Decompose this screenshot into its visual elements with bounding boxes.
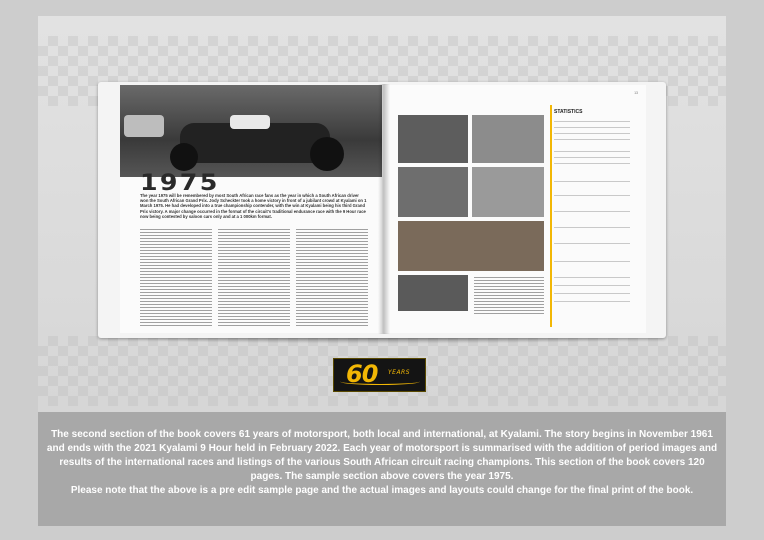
background-car-shape <box>124 115 164 137</box>
race-photo <box>398 275 468 311</box>
sixty-years-logo <box>333 358 426 392</box>
wheel-shape <box>170 143 198 171</box>
logo-word: YEARS <box>388 369 411 376</box>
stat-row <box>554 157 630 158</box>
body-text-column <box>218 227 290 327</box>
stat-row <box>554 133 630 134</box>
year-heading: 1975 <box>140 171 220 196</box>
caption-text <box>46 428 718 498</box>
stat-row <box>554 181 630 182</box>
formula-car-shape <box>180 123 330 163</box>
race-photo <box>398 115 468 163</box>
book-spine-shadow <box>378 84 390 334</box>
race-photo <box>398 167 468 217</box>
stat-row <box>554 139 630 140</box>
logo-swoosh <box>340 378 420 385</box>
stat-row <box>554 243 630 244</box>
stat-row <box>554 127 630 128</box>
chapter-intro-text: The year 1975 will be remembered by most South African race fans as the year in which a South African driver won the South African Grand Prix. Jody Scheckter took a home victory in front of a jubilant crowd at Kyalami on 1 March 1975. He had developed into a true championship contender, with the win at Kyalami being his third Grand Prix victory. A major change occurred in the format of the circuit's traditional endurance race with the 9 Hour race now being contested by saloon cars only and at a 1 000km format. <box>140 193 367 219</box>
stat-row <box>554 151 630 152</box>
stat-row <box>554 227 630 228</box>
stat-row <box>554 211 630 212</box>
caption-paragraph: The second section of the book covers 61 years of motorsport, both local and international, at Kyalami. The story begins in November 1961 and ends with the 2021 Kyalami 9 Hour held in February 2022. Each year of motorsport is summarised with the addition of period images and results of the international races and listings of the various South African circuit racing champions. This section of the book covers 120 pages. The sample section above covers the year 1975. <box>46 429 718 482</box>
open-book-mockup <box>98 80 666 342</box>
statistics-title: STATISTICS <box>554 109 583 115</box>
race-photo <box>472 115 544 163</box>
logo-number: 60 <box>346 360 378 388</box>
photo-caption-text <box>474 275 544 315</box>
left-page <box>120 85 382 333</box>
caption-note: Please note that the above is a pre edit sample page and the actual images and layouts could change for the final print of the book. <box>70 485 694 496</box>
stat-row <box>554 163 630 164</box>
stat-row <box>554 277 630 278</box>
race-photo <box>472 167 544 217</box>
stat-row <box>554 195 630 196</box>
caption-band <box>38 412 726 526</box>
stat-row <box>554 293 630 294</box>
body-text-column <box>140 227 212 327</box>
body-text-column <box>296 227 368 327</box>
wheel-shape <box>310 137 344 171</box>
race-photo <box>398 221 544 271</box>
stat-row <box>554 301 630 302</box>
page-number: 13 <box>634 91 638 95</box>
car-nose-shape <box>230 115 270 129</box>
right-page <box>384 85 646 333</box>
stat-row <box>554 121 630 122</box>
stat-row <box>554 285 630 286</box>
race-car-hero-photo <box>120 85 382 177</box>
stat-row <box>554 261 630 262</box>
